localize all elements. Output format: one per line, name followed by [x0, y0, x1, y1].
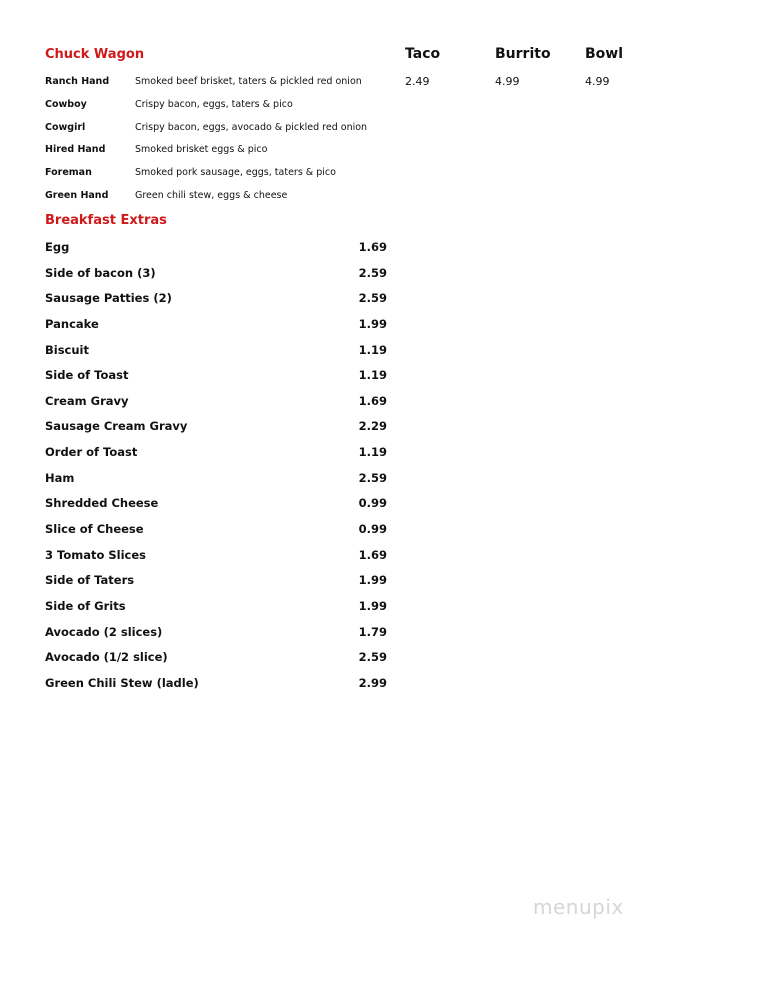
extra-price: 2.59	[358, 266, 387, 280]
breakfast-extras-title: Breakfast Extras	[45, 213, 167, 228]
item-name: Cowgirl	[45, 122, 86, 133]
extra-price: 1.19	[358, 343, 387, 357]
chuck-wagon-item	[45, 166, 445, 180]
item-name: Cowboy	[45, 99, 87, 110]
extra-name: Ham	[45, 471, 75, 485]
chuck-wagon-item	[45, 189, 445, 203]
item-name: Foreman	[45, 167, 92, 178]
item-name: Ranch Hand	[45, 76, 110, 87]
extra-item	[45, 393, 390, 409]
extra-price: 1.19	[358, 368, 387, 382]
column-header-taco: Taco	[405, 46, 441, 62]
extra-price: 1.69	[358, 394, 387, 408]
extra-item	[45, 572, 390, 588]
chuck-wagon-item	[45, 143, 445, 157]
chuck-wagon-title: Chuck Wagon	[45, 47, 145, 62]
chuck-wagon-item	[45, 75, 445, 89]
extra-price: 1.99	[358, 573, 387, 587]
extra-price: 1.99	[358, 317, 387, 331]
extra-price: 0.99	[358, 496, 387, 510]
extra-item	[45, 649, 390, 665]
extra-item	[45, 547, 390, 563]
extra-item	[45, 265, 390, 281]
extra-name: Avocado (1/2 slice)	[45, 650, 168, 664]
extra-item	[45, 675, 390, 691]
extra-price: 1.69	[358, 240, 387, 254]
extra-name: Pancake	[45, 317, 99, 331]
item-name: Green Hand	[45, 190, 109, 201]
item-name: Hired Hand	[45, 144, 106, 155]
extra-item	[45, 495, 390, 511]
item-description: Smoked pork sausage, eggs, taters & pico	[135, 167, 336, 178]
item-description: Crispy bacon, eggs, avocado & pickled red onion	[135, 122, 368, 133]
extra-price: 1.99	[358, 599, 387, 613]
price-burrito: 4.99	[495, 75, 520, 88]
extra-name: Side of Taters	[45, 573, 135, 587]
column-header-bowl: Bowl	[585, 46, 624, 62]
extra-price: 0.99	[358, 522, 387, 536]
item-description: Green chili stew, eggs & cheese	[135, 190, 288, 201]
extra-price: 2.59	[358, 471, 387, 485]
chuck-wagon-item	[45, 98, 445, 112]
extra-price: 1.19	[358, 445, 387, 459]
item-description: Smoked beef brisket, taters & pickled red onion	[135, 76, 362, 87]
extra-item	[45, 444, 390, 460]
extra-price: 1.79	[358, 625, 387, 639]
extra-name: Avocado (2 slices)	[45, 625, 163, 639]
extra-name: Order of Toast	[45, 445, 138, 459]
extra-item	[45, 342, 390, 358]
extra-price: 1.69	[358, 548, 387, 562]
extra-name: Side of bacon (3)	[45, 266, 156, 280]
extra-name: Sausage Cream Gravy	[45, 419, 188, 433]
extra-name: Slice of Cheese	[45, 522, 144, 536]
extra-item	[45, 624, 390, 640]
extra-item	[45, 290, 390, 306]
extra-item	[45, 598, 390, 614]
menupix-watermark: menupix	[533, 895, 624, 919]
extra-price: 2.59	[358, 291, 387, 305]
extra-price: 2.29	[358, 419, 387, 433]
extra-price: 2.59	[358, 650, 387, 664]
extra-name: Green Chili Stew (ladle)	[45, 676, 199, 690]
extra-item	[45, 521, 390, 537]
extra-name: Cream Gravy	[45, 394, 129, 408]
extra-item	[45, 239, 390, 255]
extra-price: 2.99	[358, 676, 387, 690]
extra-item	[45, 316, 390, 332]
extra-name: Side of Toast	[45, 368, 129, 382]
column-header-burrito: Burrito	[495, 46, 551, 62]
extra-item	[45, 470, 390, 486]
extra-name: Egg	[45, 240, 70, 254]
extra-name: Biscuit	[45, 343, 89, 357]
item-description: Smoked brisket eggs & pico	[135, 144, 268, 155]
chuck-wagon-item	[45, 121, 445, 135]
extra-item	[45, 367, 390, 383]
extra-name: Side of Grits	[45, 599, 126, 613]
item-description: Crispy bacon, eggs, taters & pico	[135, 99, 293, 110]
extra-name: Shredded Cheese	[45, 496, 159, 510]
extra-item	[45, 418, 390, 434]
extra-name: Sausage Patties (2)	[45, 291, 172, 305]
price-bowl: 4.99	[585, 75, 610, 88]
extra-name: 3 Tomato Slices	[45, 548, 146, 562]
price-taco: 2.49	[405, 75, 430, 88]
